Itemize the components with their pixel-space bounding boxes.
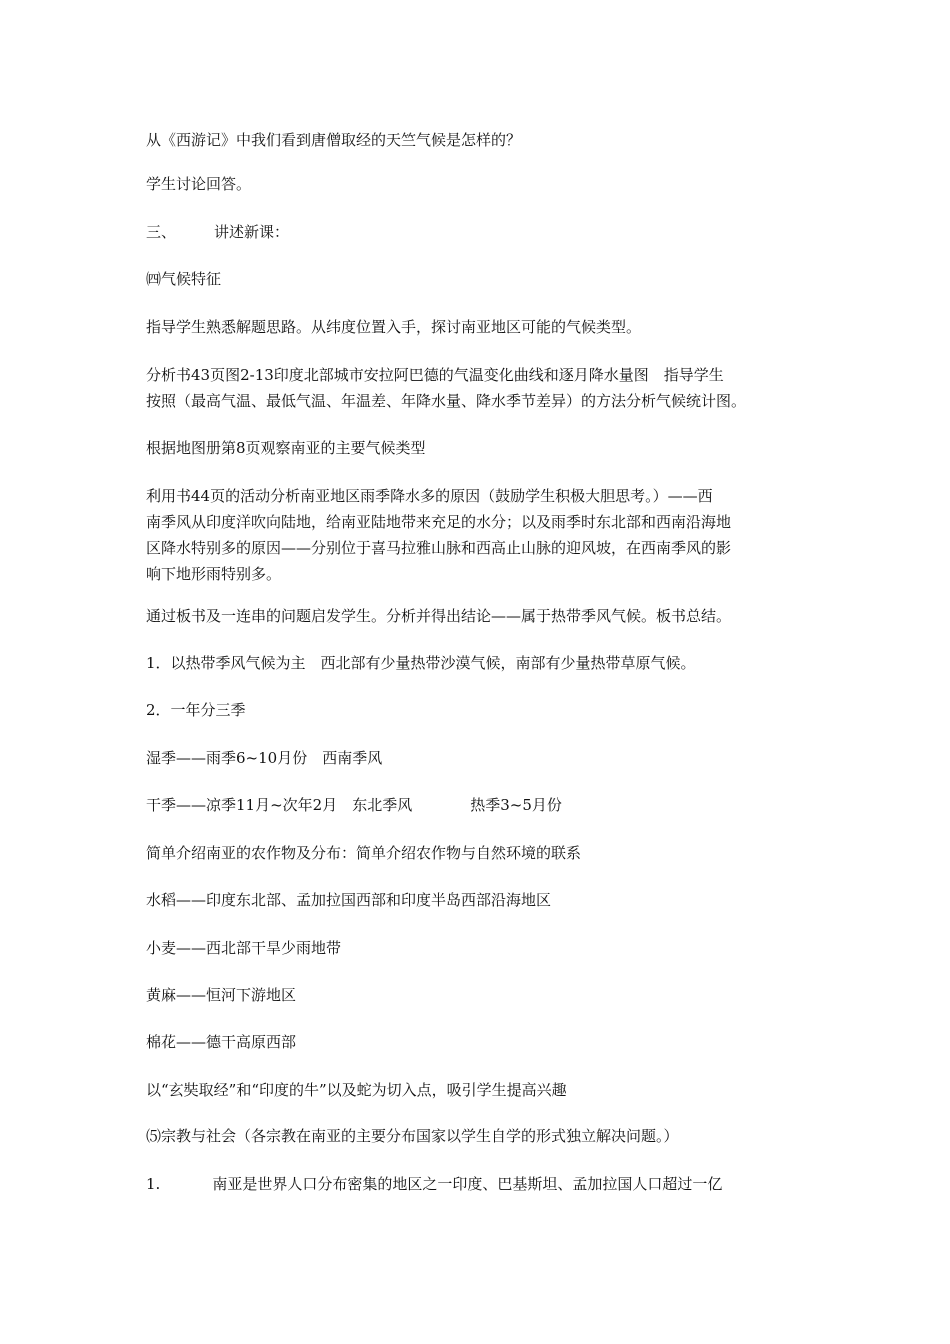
crop-wheat: 小麦——西北部干旱少雨地带 — [146, 939, 342, 957]
list-item-2: 2．一年分三季 — [146, 701, 246, 719]
hot-season: 热季3~5月份 — [470, 796, 562, 814]
question-journey-climate: 从《西游记》中我们看到唐僧取经的天竺气候是怎样的？ — [146, 131, 522, 149]
crop-jute: 黄麻——恒河下游地区 — [146, 986, 297, 1004]
cool-season: 干季——凉季11月~次年2月 东北季风 — [146, 796, 413, 814]
crop-rice: 水稻——印度东北部、孟加拉国西部和印度半岛西部沿海地区 — [146, 891, 552, 909]
paragraph-analyze-line2: 按照（最高气温、最低气温、年温差、年降水量、降水季节差异）的方法分析气候统计图。 — [146, 392, 747, 410]
paragraph-activity-line2: 南季风从印度洋吹向陆地，给南亚陆地带来充足的水分；以及雨季时东北部和西南沿海地 — [146, 513, 732, 531]
last-item-text: 南亚是世界人口分布密集的地区之一印度、巴基斯坦、孟加拉国人口超过一亿 — [212, 1175, 723, 1193]
wet-season: 湿季——雨季6~10月份 西南季风 — [146, 749, 383, 767]
paragraph-analyze-line1: 分析书43页图2-13印度北部城市安拉阿巴德的气温变化曲线和逐月降水量图 指导学生 — [146, 366, 724, 384]
crop-cotton: 棉花——德干高原西部 — [146, 1033, 297, 1051]
last-item-number: 1. — [146, 1175, 161, 1193]
paragraph-atlas: 根据地图册第8页观察南亚的主要气候类型 — [146, 439, 426, 457]
subheading-religion: ⑸宗教与社会（各宗教在南亚的主要分布国家以学生自学的形式独立解决问题。） — [146, 1127, 679, 1145]
section-heading-three — [146, 219, 810, 245]
section-number: 三、 — [146, 223, 177, 241]
paragraph-guide: 指导学生熟悉解题思路。从纬度位置入手，探讨南亚地区可能的气候类型。 — [146, 318, 642, 336]
paragraph-crops: 简单介绍南亚的农作物及分布：简单介绍农作物与自然环境的联系 — [146, 844, 582, 862]
paragraph-activity-line3: 区降水特别多的原因——分别位于喜马拉雅山脉和西高止山脉的迎风坡，在西南季风的影 — [146, 539, 732, 557]
student-discussion: 学生讨论回答。 — [146, 175, 252, 193]
paragraph-conclusion: 通过板书及一连串的问题启发学生。分析并得出结论——属于热带季风气候。板书总结。 — [146, 607, 732, 625]
paragraph-activity-line4: 响下地形雨特别多。 — [146, 565, 282, 583]
last-list-item — [146, 1171, 810, 1197]
paragraph-activity-line1: 利用书44页的活动分析南亚地区雨季降水多的原因（鼓励学生积极大胆思考。）——西 — [146, 487, 713, 505]
dry-season — [146, 792, 810, 818]
list-item-1: 1．以热带季风气候为主 西北部有少量热带沙漠气候，南部有少量热带草原气候。 — [146, 654, 696, 672]
section-title: 讲述新课： — [214, 223, 290, 241]
paragraph-interest: 以“玄奘取经”和“印度的牛”以及蛇为切入点，吸引学生提高兴趣 — [146, 1081, 567, 1099]
subheading-climate: ㈣气候特征 — [146, 270, 222, 288]
